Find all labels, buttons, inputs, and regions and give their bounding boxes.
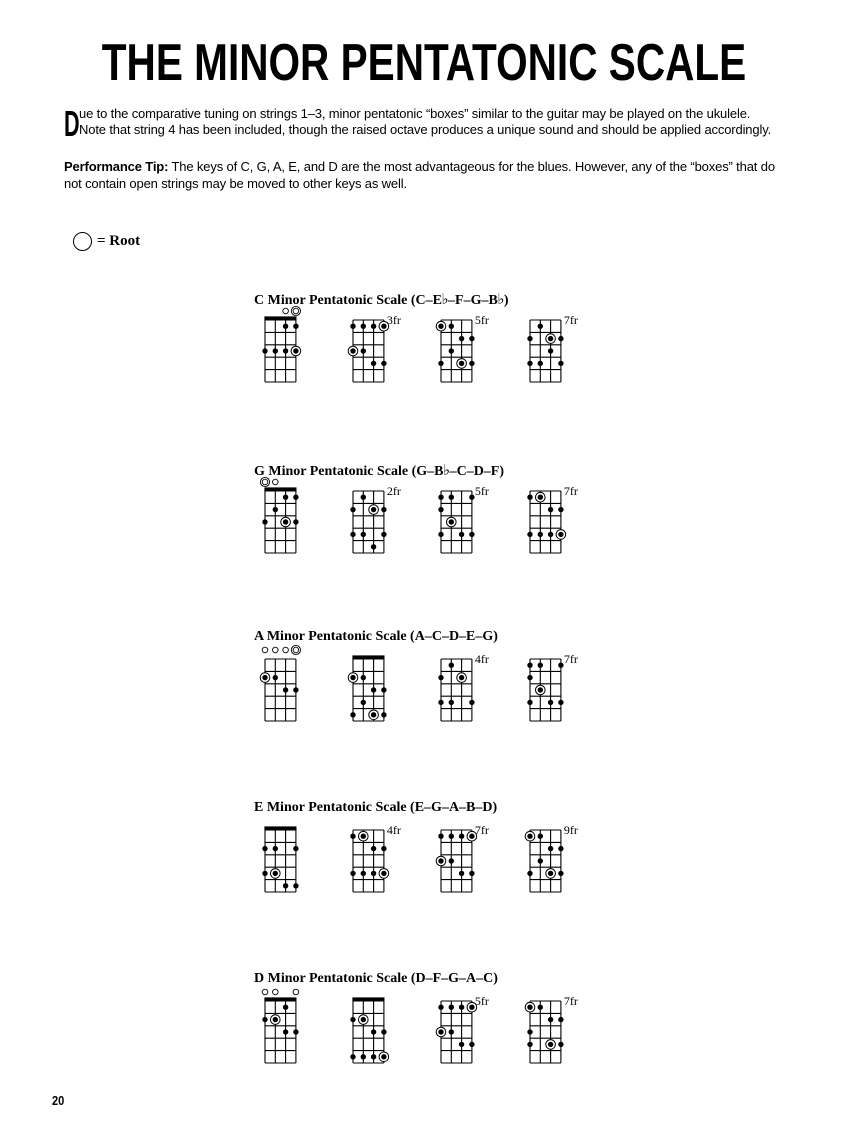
scale-title-part: A Minor Pentatonic Scale (A–C–D–E–G) (254, 629, 498, 644)
scale-note-dot (558, 1017, 563, 1022)
scale-title-part: C Minor Pentatonic Scale (C–E (254, 293, 442, 308)
open-root-marker (262, 479, 268, 485)
root-note-dot (527, 834, 532, 839)
root-note-dot (527, 1005, 532, 1010)
scale-note-dot (469, 361, 474, 366)
root-note-dot (548, 1042, 553, 1047)
scale-note-dot (438, 1005, 443, 1010)
scale-note-dot (527, 675, 532, 680)
scale-note-dot (283, 883, 288, 888)
scale-note-dot (449, 1005, 454, 1010)
scale-note-dot (350, 1017, 355, 1022)
fretboard-diagram (436, 475, 526, 555)
scale-note-dot (350, 532, 355, 537)
scale-note-dot (449, 663, 454, 668)
scale-note-dot (371, 846, 376, 851)
fretboard-diagram (260, 304, 350, 384)
scale-note-dot (361, 532, 366, 537)
fret-position-label: 7fr (563, 313, 578, 327)
root-note-dot (283, 519, 288, 524)
root-note-dot (371, 712, 376, 717)
scale-note-dot (469, 871, 474, 876)
scale-note-dot (527, 663, 532, 668)
fretboard-diagram (525, 985, 615, 1065)
page-title: THE MINOR PENTATONIC SCALE (101, 34, 747, 92)
scale-note-dot (371, 544, 376, 549)
scale-note-dot (350, 871, 355, 876)
root-note-dot (350, 348, 355, 353)
scale-note-dot (371, 871, 376, 876)
open-string-marker (273, 647, 279, 653)
root-note-dot (438, 324, 443, 329)
scale-note-dot (283, 687, 288, 692)
scale-note-dot (449, 495, 454, 500)
open-string-marker (273, 989, 279, 995)
scale-note-dot (361, 675, 366, 680)
fretboard-diagram (260, 814, 350, 894)
fretboard-diagram (260, 643, 350, 723)
flat-sign: ♭ (443, 463, 451, 479)
nut-bar (264, 997, 296, 1001)
open-string-marker (273, 479, 279, 485)
scale-note-dot (459, 871, 464, 876)
scale-note-dot (381, 712, 386, 717)
scale-note-dot (283, 348, 288, 353)
scale-note-dot (283, 1029, 288, 1034)
fret-position-label: 5fr (474, 313, 489, 327)
scale-note-dot (449, 1029, 454, 1034)
scale-note-dot (538, 834, 543, 839)
scale-title-part: D Minor Pentatonic Scale (D–F–G–A–C) (254, 971, 498, 986)
performance-tip (64, 158, 794, 192)
root-note-dot (469, 834, 474, 839)
root-note-dot (538, 687, 543, 692)
root-note-dot (548, 336, 553, 341)
scale-note-dot (527, 336, 532, 341)
scale-note-dot (371, 324, 376, 329)
fretboard-diagram (525, 475, 615, 555)
scale-note-dot (469, 1042, 474, 1047)
root-note-dot (273, 871, 278, 876)
fret-position-label: 7fr (474, 823, 489, 837)
root-circle-icon (73, 232, 92, 251)
scale-note-dot (350, 507, 355, 512)
root-note-dot (459, 675, 464, 680)
scale-note-dot (449, 348, 454, 353)
scale-note-dot (459, 532, 464, 537)
scale-note-dot (548, 1017, 553, 1022)
root-note-dot (262, 675, 267, 680)
scale-note-dot (438, 507, 443, 512)
scale-note-dot (527, 871, 532, 876)
scale-note-dot (438, 495, 443, 500)
performance-tip-text: The keys of C, G, A, E, and D are the most advantageous for the blues. However, any of the “boxes” that do not contain open strings may be moved to other keys as well. (64, 159, 775, 191)
fret-position-label: 4fr (474, 652, 489, 666)
root-note-dot (438, 858, 443, 863)
flat-sign: ♭ (441, 292, 449, 308)
scale-note-dot (558, 361, 563, 366)
scale-note-dot (361, 700, 366, 705)
scale-note-dot (538, 663, 543, 668)
flat-sign: ♭ (497, 292, 505, 308)
scale-note-dot (273, 348, 278, 353)
scale-note-dot (558, 846, 563, 851)
fret-position-label: 7fr (563, 994, 578, 1008)
fretboard-diagram (525, 814, 615, 894)
scale-title-part: ) (503, 293, 509, 308)
root-note-dot (381, 324, 386, 329)
scale-note-dot (558, 663, 563, 668)
fret-position-label: 5fr (474, 994, 489, 1008)
fretboard-diagram (436, 985, 526, 1065)
root-note-dot (538, 495, 543, 500)
scale-note-dot (449, 324, 454, 329)
intro-line-1: ue to the comparative tuning on strings 1–3, minor pentatonic “boxes” similar to the guitar may be played on the ukulele. (79, 106, 751, 121)
scale-note-dot (527, 361, 532, 366)
scale-note-dot (350, 324, 355, 329)
scale-note-dot (558, 1042, 563, 1047)
scale-note-dot (350, 834, 355, 839)
open-string-marker (283, 647, 289, 653)
scale-note-dot (381, 1029, 386, 1034)
scale-note-dot (371, 687, 376, 692)
scale-note-dot (548, 507, 553, 512)
fret-position-label: 7fr (563, 484, 578, 498)
scale-note-dot (293, 883, 298, 888)
scale-note-dot (538, 324, 543, 329)
scale-note-dot (558, 336, 563, 341)
scale-note-dot (293, 846, 298, 851)
root-legend (73, 230, 140, 252)
scale-note-dot (449, 858, 454, 863)
scale-note-dot (371, 1054, 376, 1059)
fretboard-diagram (348, 643, 438, 723)
scale-note-dot (538, 858, 543, 863)
root-note-dot (381, 1054, 386, 1059)
intro-paragraph (64, 103, 794, 144)
root-note-dot (371, 507, 376, 512)
scale-note-dot (381, 846, 386, 851)
scale-note-dot (438, 361, 443, 366)
fret-position-label: 2fr (386, 484, 401, 498)
root-note-dot (381, 871, 386, 876)
scale-note-dot (262, 871, 267, 876)
fretboard-diagram (436, 643, 526, 723)
scale-note-dot (350, 712, 355, 717)
root-note-dot (273, 1017, 278, 1022)
scale-note-dot (293, 519, 298, 524)
fret-position-label: 5fr (474, 484, 489, 498)
scale-note-dot (293, 1029, 298, 1034)
scale-note-dot (558, 700, 563, 705)
scale-title-part: G Minor Pentatonic Scale (G–B (254, 464, 444, 479)
root-note-dot (293, 348, 298, 353)
root-note-dot (350, 675, 355, 680)
scale-note-dot (449, 700, 454, 705)
fretboard-diagram (348, 475, 438, 555)
scale-note-dot (469, 495, 474, 500)
scale-note-dot (538, 532, 543, 537)
scale-note-dot (273, 846, 278, 851)
fret-position-label: 3fr (386, 313, 401, 327)
fret-position-label: 7fr (563, 652, 578, 666)
fretboard-diagram (260, 475, 350, 555)
scale-title-part: E Minor Pentatonic Scale (E–G–A–B–D) (254, 800, 498, 815)
scale-note-dot (548, 348, 553, 353)
scale-note-dot (283, 1005, 288, 1010)
scale-note-dot (283, 495, 288, 500)
drop-cap: D (64, 103, 80, 144)
scale-note-dot (558, 507, 563, 512)
fretboard-diagram (348, 814, 438, 894)
nut-bar (264, 487, 296, 491)
root-note-dot (438, 1029, 443, 1034)
scale-note-dot (459, 336, 464, 341)
fretboard-diagram (260, 985, 350, 1065)
scale-note-dot (548, 700, 553, 705)
scale-note-dot (527, 532, 532, 537)
scale-note-dot (381, 507, 386, 512)
scale-note-dot (361, 1054, 366, 1059)
fretboard-diagram (525, 643, 615, 723)
scale-note-dot (548, 532, 553, 537)
root-note-dot (548, 871, 553, 876)
scale-note-dot (381, 361, 386, 366)
scale-note-dot (538, 361, 543, 366)
scale-note-dot (293, 495, 298, 500)
nut-bar (352, 997, 384, 1001)
open-root-marker (293, 308, 299, 314)
scale-title-part: –F–G–B (448, 293, 498, 308)
scale-note-dot (262, 846, 267, 851)
scale-note-dot (459, 1005, 464, 1010)
fretboard-diagram (436, 304, 526, 384)
scale-note-dot (449, 834, 454, 839)
scale-note-dot (527, 1029, 532, 1034)
scale-note-dot (469, 700, 474, 705)
intro-line-2: Note that string 4 has been included, though the raised octave produces a unique sound and should be applied accordingly. (79, 122, 772, 137)
scale-note-dot (527, 700, 532, 705)
scale-note-dot (548, 846, 553, 851)
scale-note-dot (527, 495, 532, 500)
fret-position-label: 9fr (563, 823, 578, 837)
scale-note-dot (361, 324, 366, 329)
root-note-dot (361, 834, 366, 839)
scale-note-dot (459, 834, 464, 839)
root-note-dot (361, 1017, 366, 1022)
scale-note-dot (381, 532, 386, 537)
fretboard-diagram (348, 985, 438, 1065)
root-note-dot (558, 532, 563, 537)
scale-title-part: –C–D–F) (449, 464, 505, 479)
page-number: 20 (52, 1093, 65, 1108)
open-string-marker (262, 647, 268, 653)
fretboard-diagram (348, 304, 438, 384)
scale-note-dot (361, 871, 366, 876)
nut-bar (264, 826, 296, 830)
open-string-marker (283, 308, 289, 314)
scale-note-dot (371, 361, 376, 366)
scale-note-dot (273, 675, 278, 680)
scale-note-dot (538, 1005, 543, 1010)
scale-note-dot (361, 348, 366, 353)
fretboard-diagram (436, 814, 526, 894)
scale-note-dot (262, 519, 267, 524)
open-root-marker (293, 647, 299, 653)
root-note-dot (459, 361, 464, 366)
scale-note-dot (469, 336, 474, 341)
scale-note-dot (293, 324, 298, 329)
scale-note-dot (371, 1029, 376, 1034)
scale-note-dot (438, 675, 443, 680)
root-note-dot (449, 519, 454, 524)
scale-note-dot (262, 1017, 267, 1022)
scale-note-dot (459, 1042, 464, 1047)
root-legend-label: = Root (97, 232, 141, 249)
scale-note-dot (527, 1042, 532, 1047)
fretboard-diagram (525, 304, 615, 384)
scale-note-dot (381, 687, 386, 692)
scale-note-dot (283, 324, 288, 329)
scale-note-dot (262, 348, 267, 353)
scale-note-dot (273, 507, 278, 512)
scale-note-dot (438, 834, 443, 839)
scale-note-dot (350, 1054, 355, 1059)
scale-note-dot (558, 871, 563, 876)
fret-position-label: 4fr (386, 823, 401, 837)
performance-tip-label: Performance Tip: (64, 159, 169, 174)
open-string-marker (293, 989, 299, 995)
scale-note-dot (361, 495, 366, 500)
nut-bar (352, 655, 384, 659)
root-note-dot (469, 1005, 474, 1010)
scale-note-dot (438, 532, 443, 537)
nut-bar (264, 316, 296, 320)
scale-note-dot (438, 700, 443, 705)
scale-note-dot (469, 532, 474, 537)
scale-note-dot (293, 687, 298, 692)
open-string-marker (262, 989, 268, 995)
